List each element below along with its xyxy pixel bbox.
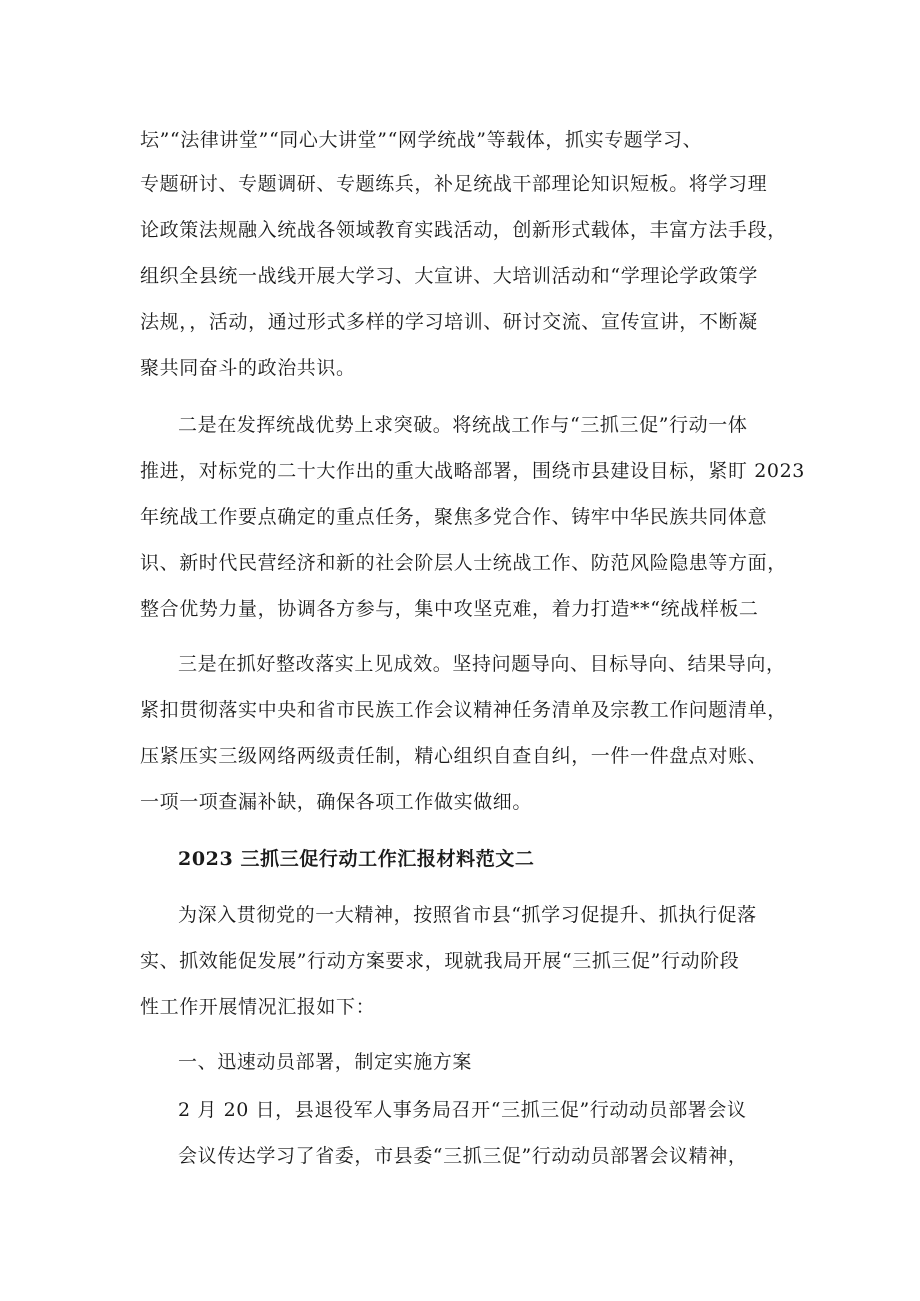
- section-heading: 2023 三抓三促行动工作汇报材料范文二: [178, 848, 535, 870]
- paragraph-first-line: 为深入贯彻党的一大精神，按照省市县“抓学习促提升、抓执行促落: [178, 904, 757, 926]
- text-line: 论政策法规融入统战各领域教育实践活动，创新形式载体，丰富方法手段，: [140, 219, 787, 241]
- text-line: 组织全县统一战线开展大学习、大宣讲、大培训活动和“学理论学政策学: [140, 265, 758, 287]
- text-line: 紧扣贯彻落实中央和省市民族工作会议精神任务清单及宗教工作问题清单，: [140, 699, 787, 721]
- text-line: 聚共同奋斗的政治共识。: [140, 357, 356, 379]
- paragraph-first-line: 三是在抓好整改落实上见成效。坚持问题导向、目标导向、结果导向，: [178, 653, 786, 675]
- text-line: 识、新时代民营经济和新的社会阶层人士统战工作、防范风险隐患等方面，: [140, 552, 787, 574]
- text-line: 年统战工作要点确定的重点任务，聚焦多党合作、铸牢中华民族共同体意: [140, 506, 768, 528]
- paragraph-first-line: 2 月 20 日，县退役军人事务局召开“三抓三促”行动动员部署会议: [178, 1099, 747, 1121]
- paragraph-first-line: 二是在发挥统战优势上求突破。将统战工作与“三抓三促”行动一体: [178, 414, 748, 436]
- text-line: 性工作开展情况汇报如下：: [140, 996, 376, 1018]
- text-line: 整合优势力量，协调各方参与，集中攻坚克难，着力打造**“统战样板二: [140, 598, 759, 620]
- text-line: 实、抓效能促发展”行动方案要求，现就我局开展“三抓三促”行动阶段: [140, 950, 740, 972]
- paragraph-first-line: 会议传达学习了省委，市县委“三抓三促”行动动员部署会议精神，: [178, 1145, 748, 1167]
- text-line: 法规，，活动，通过形式多样的学习培训、研讨交流、宣传宣讲，不断凝: [140, 311, 758, 333]
- subsection-heading: 一、迅速动员部署，制定实施方案: [178, 1051, 473, 1073]
- text-line: 坛”“法律讲堂”“同心大讲堂”“网学统战”等载体，抓实专题学习、: [140, 129, 703, 151]
- text-line: 专题研讨、专题调研、专题练兵，补足统战干部理论知识短板。将学习理: [140, 173, 768, 195]
- text-line: 一项一项查漏补缺，确保各项工作做实做细。: [140, 791, 533, 813]
- text-line: 压紧压实三级网络两级责任制，精心组织自查自纠，一件一件盘点对账、: [140, 745, 768, 767]
- text-line: 推进，对标党的二十大作出的重大战略部署，围绕市县建设目标，紧盯 2023: [140, 460, 805, 482]
